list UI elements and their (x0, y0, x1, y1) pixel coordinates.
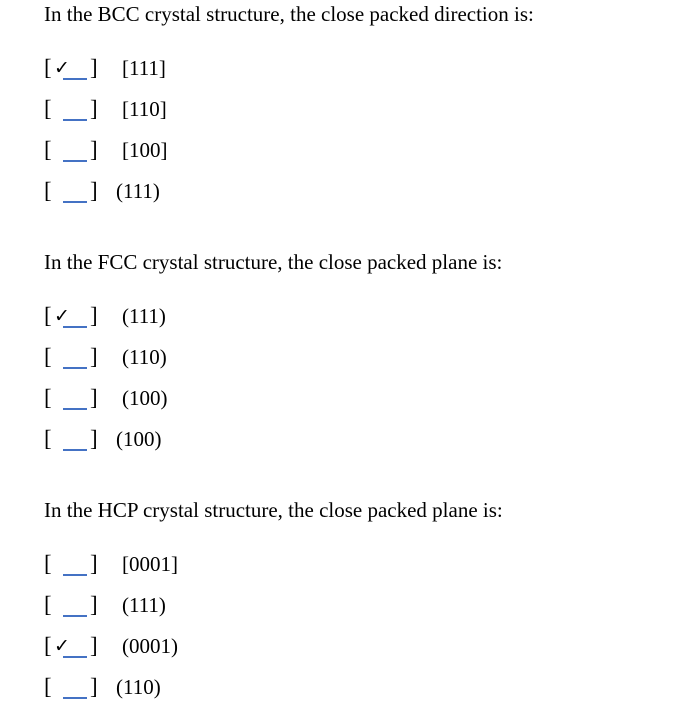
checkmark-icon: ✓ (54, 305, 70, 327)
form-field-marker (63, 449, 87, 451)
checkbox-field[interactable] (44, 383, 102, 413)
option-list (44, 51, 674, 215)
checkbox-field[interactable] (44, 631, 102, 661)
option-item[interactable] (44, 588, 674, 629)
bracket-close: ] (90, 633, 98, 658)
option-label: (110) (122, 345, 167, 369)
bracket-close: ] (90, 55, 98, 80)
bracket-open: [ (44, 551, 52, 576)
bracket-open: [ (44, 55, 52, 80)
form-field-marker (63, 119, 87, 121)
option-item[interactable] (44, 629, 674, 670)
option-label: (100) (122, 386, 168, 410)
checkbox-field[interactable] (44, 94, 102, 124)
bracket-close: ] (90, 426, 98, 451)
bracket-open: [ (44, 178, 52, 203)
checkmark-icon: ✓ (54, 57, 70, 79)
option-item[interactable] (44, 670, 674, 711)
form-field-marker (63, 408, 87, 410)
option-label: (111) (116, 179, 160, 203)
bracket-close: ] (90, 178, 98, 203)
form-field-marker (63, 78, 87, 80)
question-fcc (44, 248, 674, 463)
option-label: (111) (122, 304, 166, 328)
bracket-close: ] (90, 674, 98, 699)
option-item[interactable] (44, 174, 674, 215)
option-label: [110] (122, 97, 167, 121)
bracket-open: [ (44, 674, 52, 699)
form-field-marker (63, 656, 87, 658)
form-field-marker (63, 160, 87, 162)
option-label: (110) (116, 675, 161, 699)
option-item[interactable] (44, 547, 674, 588)
form-field-marker (63, 697, 87, 699)
question-hcp (44, 496, 674, 711)
form-field-marker (63, 367, 87, 369)
question-prompt: In the HCP crystal structure, the close packed plane is: (44, 498, 503, 522)
option-label: (111) (122, 593, 166, 617)
bracket-open: [ (44, 137, 52, 162)
option-item[interactable] (44, 340, 674, 381)
option-label: (100) (116, 427, 162, 451)
checkbox-field[interactable] (44, 53, 102, 83)
bracket-open: [ (44, 633, 52, 658)
option-label: [100] (122, 138, 168, 162)
form-field-marker (63, 615, 87, 617)
form-field-marker (63, 574, 87, 576)
option-item[interactable] (44, 299, 674, 340)
bracket-open: [ (44, 303, 52, 328)
question-prompt: In the BCC crystal structure, the close packed direction is: (44, 2, 534, 26)
option-label: [0001] (122, 552, 178, 576)
bracket-open: [ (44, 344, 52, 369)
checkbox-field[interactable] (44, 135, 102, 165)
form-field-marker (63, 201, 87, 203)
checkbox-field[interactable] (44, 672, 102, 702)
bracket-close: ] (90, 551, 98, 576)
bracket-open: [ (44, 592, 52, 617)
bracket-open: [ (44, 385, 52, 410)
checkbox-field[interactable] (44, 176, 102, 206)
option-item[interactable] (44, 422, 674, 463)
bracket-close: ] (90, 96, 98, 121)
question-bcc (44, 0, 674, 215)
checkmark-icon: ✓ (54, 635, 70, 657)
bracket-close: ] (90, 592, 98, 617)
option-label: (0001) (122, 634, 178, 658)
bracket-open: [ (44, 96, 52, 121)
checkbox-field[interactable] (44, 342, 102, 372)
bracket-close: ] (90, 385, 98, 410)
form-field-marker (63, 326, 87, 328)
option-item[interactable] (44, 92, 674, 133)
option-label: [111] (122, 56, 166, 80)
checkbox-field[interactable] (44, 590, 102, 620)
option-item[interactable] (44, 51, 674, 92)
option-item[interactable] (44, 133, 674, 174)
checkbox-field[interactable] (44, 549, 102, 579)
bracket-close: ] (90, 137, 98, 162)
bracket-close: ] (90, 303, 98, 328)
bracket-open: [ (44, 426, 52, 451)
checkbox-field[interactable] (44, 424, 102, 454)
question-prompt: In the FCC crystal structure, the close packed plane is: (44, 250, 503, 274)
option-list (44, 547, 674, 711)
option-list (44, 299, 674, 463)
checkbox-field[interactable] (44, 301, 102, 331)
option-item[interactable] (44, 381, 674, 422)
bracket-close: ] (90, 344, 98, 369)
